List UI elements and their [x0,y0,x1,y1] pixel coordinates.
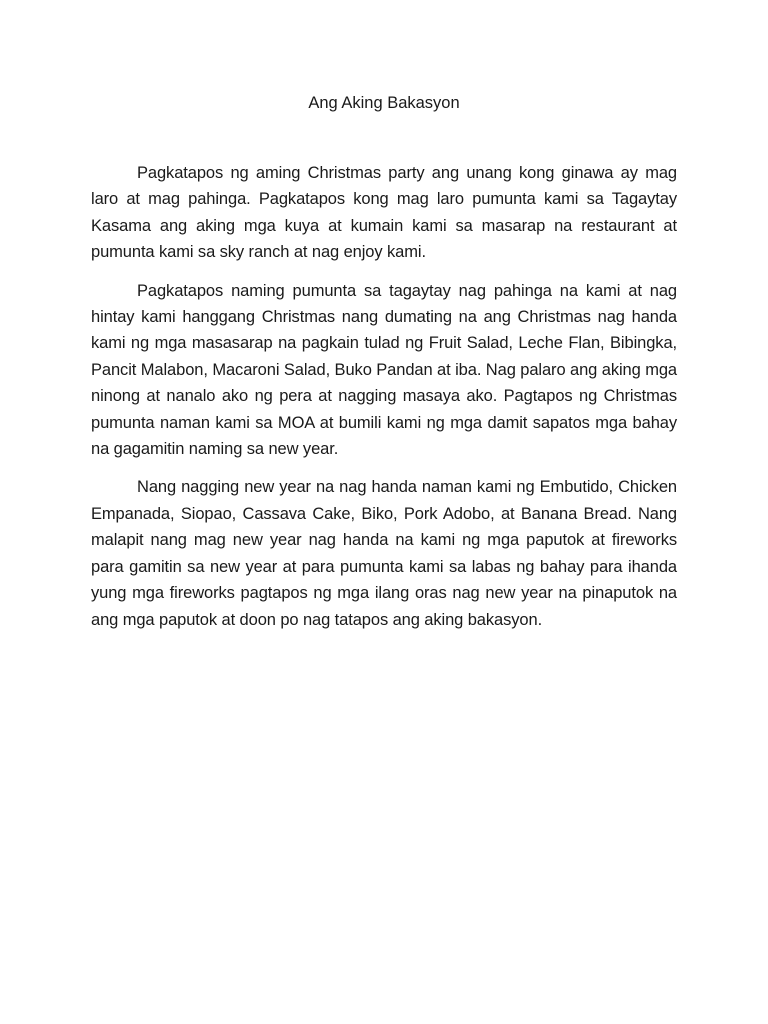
paragraph-1: Pagkatapos ng aming Christmas party ang unang kong ginawa ay mag laro at mag pahinga. Pagkatapos kong mag laro pumunta kami sa Tagaytay Kasama ang aking mga kuya at kumain kami sa masarap na restaurant at pumunta kami sa sky ranch at nag enjoy kami. [91,164,677,262]
paragraph-2: Pagkatapos naming pumunta sa tagaytay nag pahinga na kami at nag hintay kami hanggang Christmas nang dumating na ang Christmas nag handa kami ng mga masasarap na pagkain tulad ng Fruit Salad, Leche Flan, Bibingka, Pancit Malabon, Macaroni Salad, Buko Pandan at iba. Nag palaro ang aking mga ninong at nanalo ako ng pera at nagging masaya ako. Pagtapos ng Christmas pumunta naman kami sa MOA at bumili kami ng mga damit sapatos mga bahay na gagamitin naming sa new year. [91,281,677,459]
paragraph-3: Nang nagging new year na nag handa naman kami ng Embutido, Chicken Empanada, Siopao, Cassava Cake, Biko, Pork Adobo, at Banana Bread. Nang malapit nang mag new year nag handa na kami ng mga paputok at fireworks para gamitin sa new year at para pumunta kami sa labas ng bahay para ihanda yung mga fireworks pagtapos ng mga ilang oras nag new year na pinaputok na ang mga paputok at doon po nag tatapos ang aking bakasyon. [91,478,677,629]
document-body [91,160,677,645]
document-title: Ang Aking Bakasyon [308,94,460,112]
